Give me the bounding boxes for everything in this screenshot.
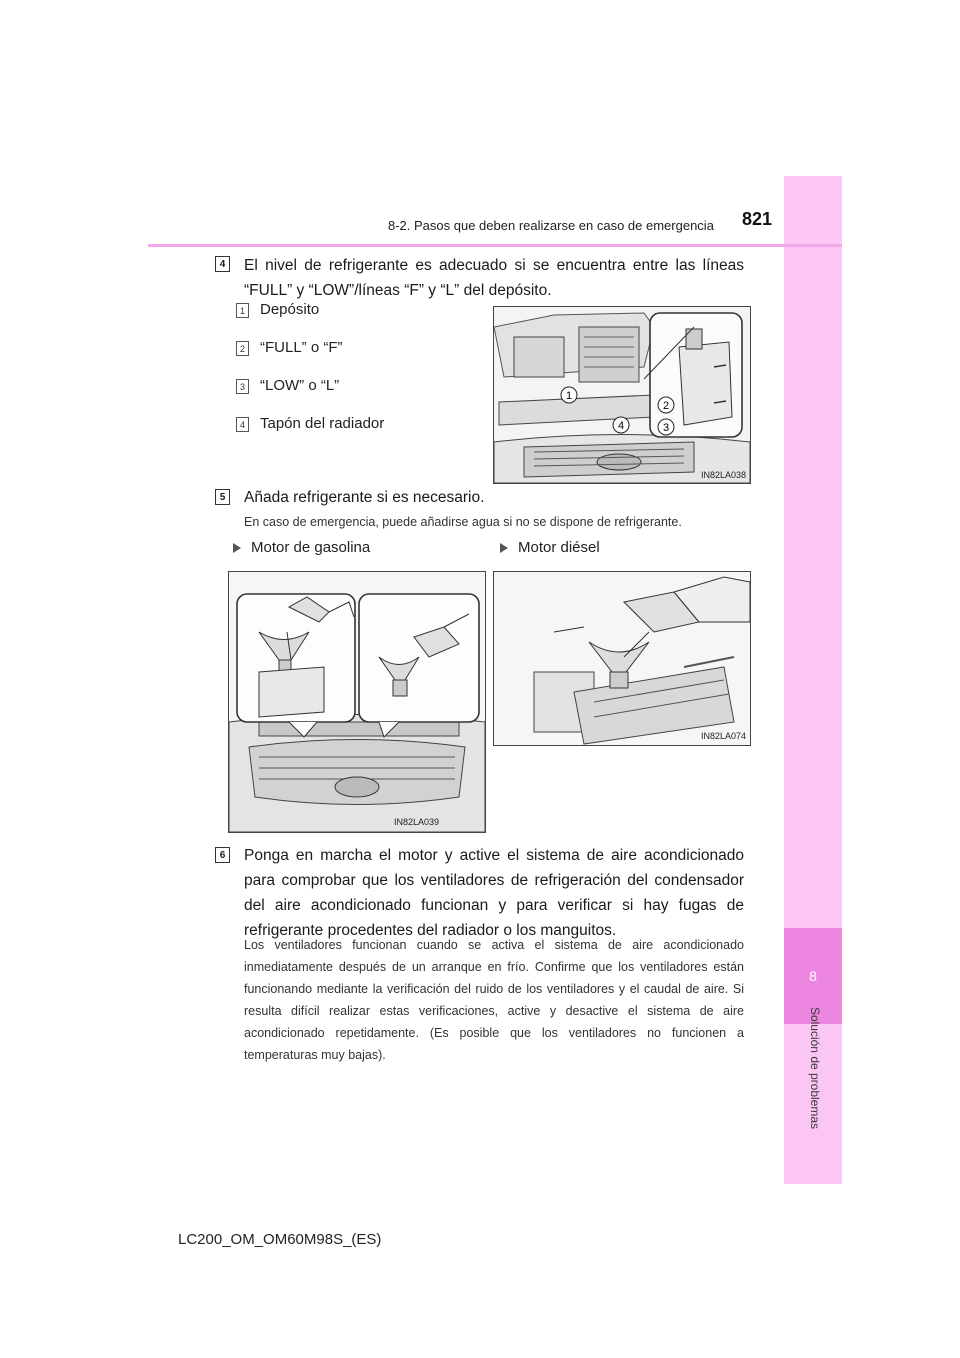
gasoline-label-text: Motor de gasolina <box>251 539 371 556</box>
legend-number: 4 <box>236 417 249 432</box>
chapter-title: Solución de problemas <box>808 1006 822 1130</box>
legend-number: 1 <box>236 303 249 318</box>
legend-label: Depósito <box>260 301 320 318</box>
step6-text: Ponga en marcha el motor y active el sistema de aire acondicionado para comprobar que los ventiladores de refrigeración del condensador del aire acondicionado funcionan y para verificar si hay fugas de refrigerante procedentes del radiador o los manguitos. <box>244 847 744 939</box>
diesel-engine-label <box>500 539 600 556</box>
callout-2: 2 <box>662 400 670 412</box>
callout-3: 3 <box>662 422 670 434</box>
gasoline-engine-label <box>233 539 370 556</box>
legend-number: 3 <box>236 379 249 394</box>
coolant-reservoir-figure <box>493 306 751 484</box>
legend-label: “LOW” o “L” <box>260 377 340 394</box>
engine-bay-illustration <box>494 307 750 483</box>
figure-code: IN82LA038 <box>700 470 746 480</box>
gasoline-refill-figure <box>228 571 486 833</box>
document-code: LC200_OM_OM60M98S_(ES) <box>178 1231 382 1248</box>
callout-4: 4 <box>617 420 625 432</box>
step-badge-6: 6 <box>215 847 230 863</box>
step6-note: Los ventiladores funcionan cuando se activa el sistema de aire acondicionado inmediatamente después de un arranque en frío. Confirme que los ventiladores están funcionando mediante la verificación del ruido de los ventiladores y el caudal de aire. Si resulta difícil realizar estas verificaciones, active y desactive el sistema de aire acondicionado repetidamente. (Es posible que los ventiladores no funcionen a temperaturas muy bajas). <box>244 938 744 1062</box>
figure-code: IN82LA074 <box>700 731 746 741</box>
legend-label: “FULL” o “F” <box>260 339 343 356</box>
triangle-arrow-icon <box>500 543 508 553</box>
page-number: 821 <box>742 209 773 229</box>
triangle-arrow-icon <box>233 543 241 553</box>
step4-legend <box>236 301 476 453</box>
chapter-number: 8 <box>809 968 817 984</box>
section-header: 8-2. Pasos que deben realizarse en caso de emergencia <box>388 218 714 233</box>
callout-1: 1 <box>565 390 573 402</box>
header-rule <box>148 244 842 247</box>
diesel-engine-illustration <box>494 572 750 745</box>
legend-number: 2 <box>236 341 249 356</box>
step4-text: El nivel de refrigerante es adecuado si se encuentra entre las líneas “FULL” y “LOW”/líneas “F” y “L” del depósito. <box>244 257 744 299</box>
step-badge-5: 5 <box>215 489 230 505</box>
legend-item <box>236 339 476 377</box>
legend-item <box>236 301 476 339</box>
legend-item <box>236 415 476 453</box>
figure-code: IN82LA039 <box>393 817 439 827</box>
legend-item <box>236 377 476 415</box>
step-badge-4: 4 <box>215 256 230 272</box>
step5-text: Añada refrigerante si es necesario. <box>244 489 485 506</box>
diesel-refill-figure <box>493 571 751 746</box>
gasoline-engine-illustration <box>229 572 485 832</box>
legend-label: Tapón del radiador <box>260 415 385 432</box>
diesel-label-text: Motor diésel <box>518 539 600 556</box>
step5-note: En caso de emergencia, puede añadirse agua si no se dispone de refrigerante. <box>244 515 682 529</box>
